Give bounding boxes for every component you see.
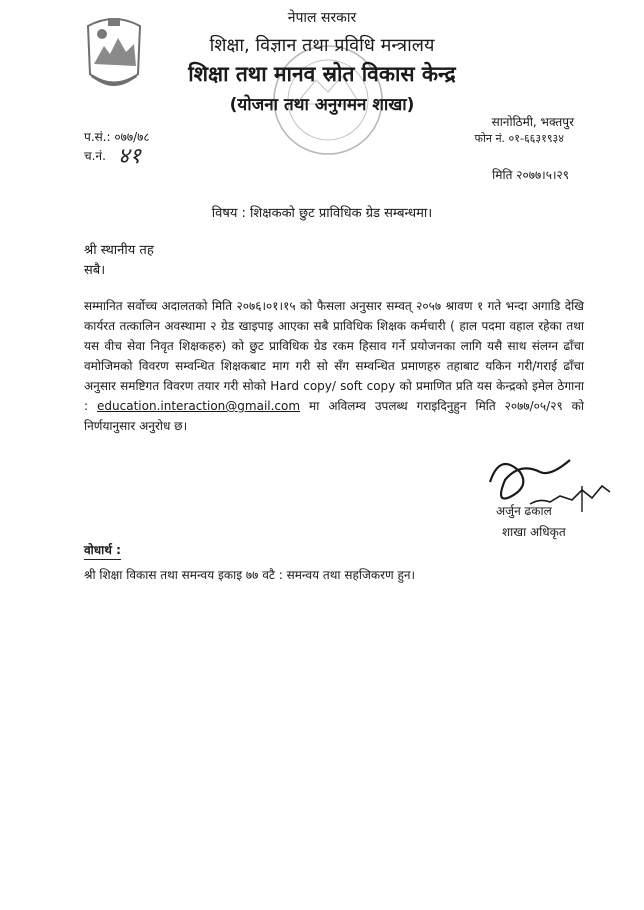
- section-name: (योजना तथा अनुगमन शाखा): [229, 95, 415, 115]
- office-phone: फोन नं. ०१-६६३१९३४: [474, 132, 564, 145]
- ministry-name: शिक्षा, विज्ञान तथा प्रविधि मन्त्रालय: [209, 35, 435, 56]
- government-name: नेपाल सरकार: [287, 10, 357, 26]
- signer-name: अर्जुन ढकाल: [496, 504, 552, 518]
- letter-body: [84, 296, 584, 436]
- office-address: सानोठिमी, भक्तपुर: [491, 115, 574, 129]
- body-text-part-1: सम्मानित सर्वोच्च अदालतको मिति २०७६।०१।१५ को फैसला अनुसार सम्वत् २०५७ श्रावण १ गते भन्दा अगाडि देखि कार्यरत तत्कालिन अवस्थामा २ ग्रेड खाइपाइ आएका सबै प्राविधिक शिक्षक कर्मचारी ( हाल पदमा वहाल रहेका तथा यस वीच सेवा निवृत शिक्षकहरु) को छुट प्राविधिक ग्रेड रकम हिसाव गर्ने प्रयोजनका लागि यसै साथ संलग्न ढाँचा वमोजिमको विवरण सम्वन्धित शिक्षकबाट माग गरी सो सँग सम्वन्धित प्रमाणहरु तहाबाट यकिन गरी/गराई ढाँचा अनुसार समष्टिगत विवरण तयार गरी सोको Hard copy/ soft copy को प्रमाणित प्रति यस केन्द्रको इमेल ठेगाना :: [84, 299, 584, 413]
- cc-label: वोधार्थ :: [84, 541, 121, 560]
- cc-recipient: श्री शिक्षा विकास तथा समन्वय इकाइ ७७ वटै : समन्वय तथा सहजिकरण हुन।: [84, 568, 416, 582]
- office-name: शिक्षा तथा मानव स्रोत विकास केन्द्र: [188, 62, 456, 86]
- letter-subject: विषय : शिक्षकको छुट प्राविधिक ग्रेड सम्बन्धमा।: [211, 206, 433, 221]
- addressee-line-1: श्री स्थानीय तह: [84, 243, 154, 258]
- body-text-part-2: मा अविलम्व उपलब्ध गराइदिनुहुन मिति २०७७/०५/२९ को निर्णयानुसार अनुरोध छ।: [84, 399, 584, 433]
- letter-number: प.सं.: ०७७/७८: [84, 130, 150, 144]
- dispatch-number: ४१: [118, 144, 141, 169]
- addressee-line-2: सबै।: [84, 263, 106, 278]
- signer-title: शाखा अधिकृत: [502, 525, 566, 539]
- letter-date: मिति २०७७।५।२९: [492, 168, 569, 182]
- email-link[interactable]: education.interaction@gmail.com: [97, 399, 301, 413]
- dispatch-label: च.नं.: [84, 149, 106, 163]
